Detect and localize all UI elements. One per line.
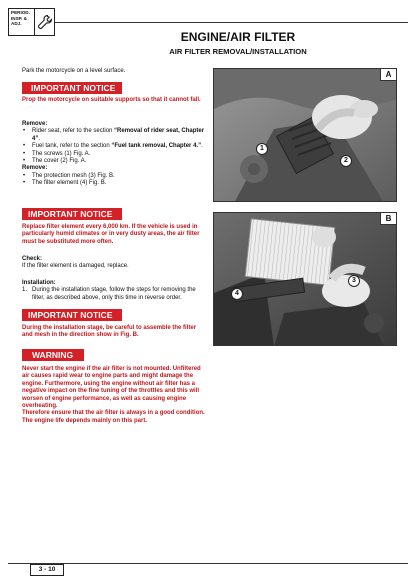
notice-text: Replace filter element every 6,000 km. If the vehicle is used in particularly humid climates or in very dusty areas, the air filter must be substituted more often.	[22, 224, 200, 245]
figure-b-illustration	[214, 213, 397, 346]
list-item: • Fuel tank, refer to the section “Fuel tank removal, Chapter 4.”.	[22, 143, 208, 150]
important-notice-label: IMPORTANT NOTICE	[22, 82, 122, 94]
callout-1: 1	[256, 143, 268, 155]
check-text: If the filter element is damaged, replace.	[22, 263, 129, 270]
removal-list	[22, 128, 208, 165]
section-tab-label	[9, 9, 35, 35]
removal-steps	[22, 121, 208, 188]
installation-step	[22, 287, 208, 302]
footer-divider	[8, 563, 408, 564]
important-notice-label: IMPORTANT NOTICE	[22, 208, 122, 220]
tab-label-line: PERIOD.	[11, 10, 30, 15]
page-subtitle: AIR FILTER REMOVAL/INSTALLATION	[169, 47, 307, 56]
figure-a-photo	[213, 68, 397, 202]
removal-list	[22, 173, 208, 188]
header-divider	[55, 22, 408, 23]
figure-b-tag: B	[380, 213, 396, 225]
tab-label-line: INSP. &	[11, 15, 27, 21]
figure-a-tag: A	[380, 69, 396, 81]
section-tab	[8, 8, 55, 36]
page-title: ENGINE/AIR FILTER	[180, 30, 296, 44]
intro-text: Park the motorcycle on a level surface.	[22, 68, 126, 74]
tab-label-line: ADJ.	[11, 21, 22, 27]
list-item: • The filter element (4) Fig. B.	[22, 180, 208, 187]
warning-paragraph: Therefore ensure that the air filter is always in a good condition.	[22, 410, 205, 417]
remove-heading: Remove:	[22, 165, 48, 172]
list-item: • The protection mesh (3) Fig. B.	[22, 173, 208, 180]
check-heading: Check:	[22, 256, 43, 262]
list-item: • The screws (1) Fig. A.	[22, 151, 208, 158]
notice-text: During the installation stage, be careful to assemble the filter and mesh in the direction show in Fig. B.	[22, 325, 197, 339]
notice-text: Prop the motorcycle on suitable supports so that it cannot fall.	[22, 97, 201, 103]
warning-label: WARNING	[22, 349, 84, 361]
page-number: 3 - 10	[30, 564, 64, 576]
callout-4: 4	[231, 288, 243, 300]
list-item: • The cover (2) Fig. A.	[22, 158, 208, 165]
list-item: • Rider seat, refer to the section “Removal of rider seat, Chapter 4”.	[22, 128, 208, 143]
step-number: 1.	[22, 287, 28, 294]
callout-2: 2	[340, 155, 352, 167]
installation-section	[22, 280, 208, 302]
important-notice-label: IMPORTANT NOTICE	[22, 309, 122, 321]
installation-heading: Installation:	[22, 280, 56, 286]
check-section	[22, 256, 208, 271]
figure-a-illustration	[214, 69, 397, 202]
callout-3: 3	[348, 275, 360, 287]
warning-paragraph: The engine life depends mainly on this part.	[22, 417, 148, 424]
step-text: During the installation stage, follow the steps for removing the filter, as described above, only this time in reverse order.	[32, 287, 196, 301]
figure-b-photo	[213, 212, 397, 346]
wrench-icon	[35, 9, 54, 35]
warning-paragraph: Never start the engine if the air filter is not mounted. Unfiltered air causes rapid wear to engine parts and might damage the engine. Furthermore, using the engine without air filter has a negative impact on the fine tuning of the throttles and this will worsen of engine performance, as well as causing engine overheating.	[22, 366, 201, 410]
warning-text	[22, 366, 208, 425]
remove-heading: Remove:	[22, 121, 48, 127]
